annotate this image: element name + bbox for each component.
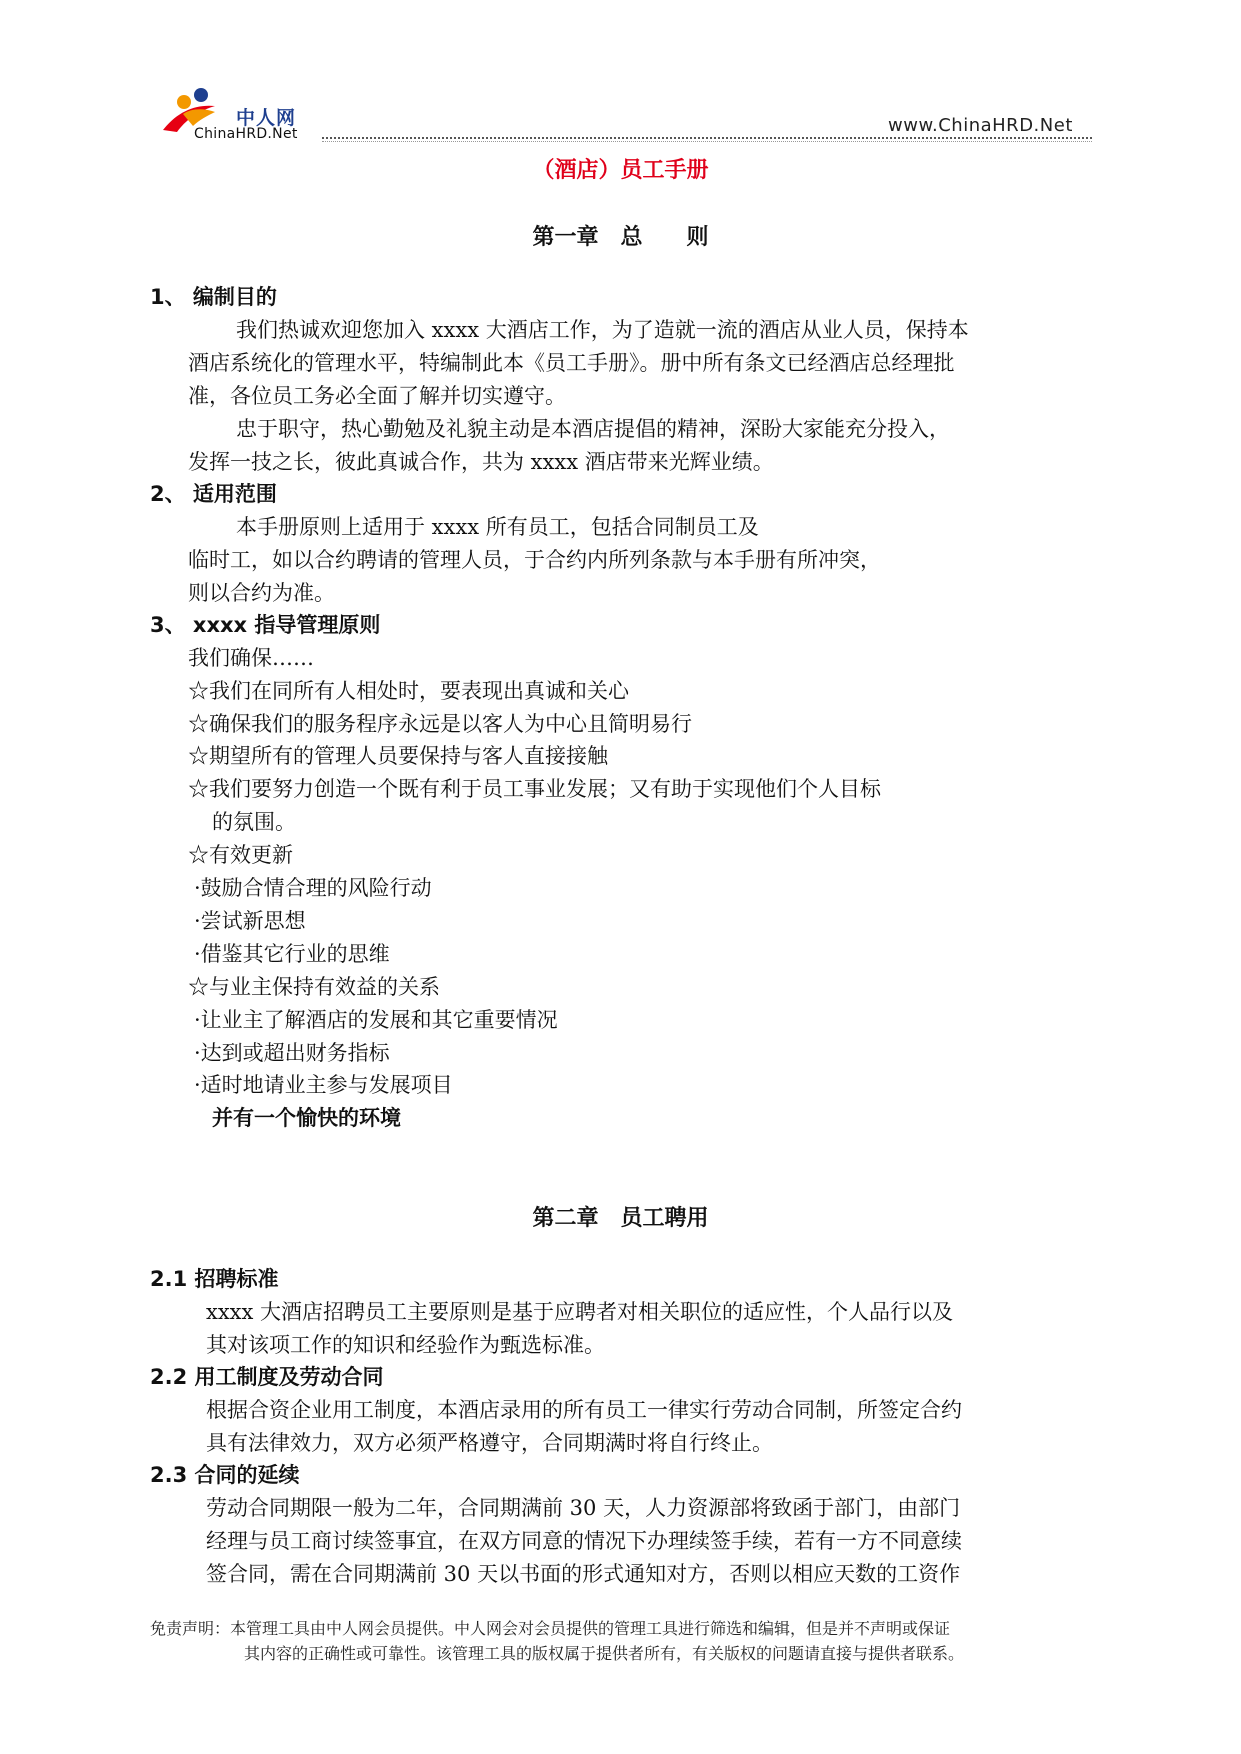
list-item: ☆有效更新 xyxy=(188,843,293,867)
chapter-1-heading: 第一章 总 则 xyxy=(532,225,709,250)
header-divider xyxy=(322,137,1092,139)
list-item: ☆确保我们的服务程序永远是以客人为中心且简明易行 xyxy=(188,712,692,736)
section-2-2-heading: 2.2 用工制度及劳动合同 xyxy=(150,1365,384,1389)
list-item: ☆期望所有的管理人员要保持与客人直接接触 xyxy=(188,744,608,768)
logo-text-cn: 中人网 xyxy=(236,107,297,129)
paragraph-line: 本手册原则上适用于 xxxx 所有员工，包括合同制员工及 xyxy=(236,515,759,539)
list-item: ·鼓励合情合理的风险行动 xyxy=(194,876,432,900)
paragraph-line: 根据合资企业用工制度，本酒店录用的所有员工一律实行劳动合同制，所签定合约 xyxy=(206,1398,962,1422)
disclaimer-line-2: 其内容的正确性或可靠性。该管理工具的版权属于提供者所有，有关版权的问题请直接与提供者联系。 xyxy=(244,1644,965,1663)
header-divider-secondary xyxy=(322,141,1092,142)
section-1-heading: 1、 编制目的 xyxy=(150,285,277,309)
paragraph-line: 具有法律效力，双方必须严格遵守，合同期满时将自行终止。 xyxy=(206,1431,773,1455)
chapter-2-heading: 第二章 员工聘用 xyxy=(532,1206,709,1231)
paragraph-line: 劳动合同期限一般为二年，合同期满前 30 天，人力资源部将致函于部门，由部门 xyxy=(206,1496,961,1520)
section-2-heading: 2、 适用范围 xyxy=(150,482,277,506)
closing-line: 并有一个愉快的环境 xyxy=(212,1106,401,1130)
document-title: （酒店）员工手册 xyxy=(532,158,709,183)
paragraph-line: 则以合约为准。 xyxy=(188,581,335,605)
list-item: ☆与业主保持有效益的关系 xyxy=(188,975,440,999)
list-item: ·适时地请业主参与发展项目 xyxy=(194,1073,453,1097)
list-item: 我们确保…… xyxy=(188,646,314,670)
list-item: ·达到或超出财务指标 xyxy=(194,1041,390,1065)
list-item: ☆我们要努力创造一个既有利于员工事业发展；又有助于实现他们个人目标 xyxy=(188,777,881,801)
paragraph-line: 发挥一技之长，彼此真诚合作，共为 xxxx 酒店带来光辉业绩。 xyxy=(188,450,774,474)
paragraph-line: 准，各位员工务必全面了解并切实遵守。 xyxy=(188,384,566,408)
list-item: ·让业主了解酒店的发展和其它重要情况 xyxy=(194,1008,558,1032)
logo-text-en: ChinaHRD.Net xyxy=(194,126,298,142)
list-item: 的氛围。 xyxy=(212,810,296,834)
site-url: www.ChinaHRD.Net xyxy=(888,115,1073,136)
paragraph-line: 其对该项工作的知识和经验作为甄选标准。 xyxy=(206,1333,605,1357)
paragraph-line: 酒店系统化的管理水平，特编制此本《员工手册》。册中所有条文已经酒店总经理批 xyxy=(188,351,955,375)
disclaimer-line-1: 免责声明：本管理工具由中人网会员提供。中人网会对会员提供的管理工具进行筛选和编辑，但是并不声明或保证 xyxy=(150,1619,951,1638)
list-item: ·尝试新思想 xyxy=(194,909,306,933)
section-3-heading: 3、 xxxx 指导管理原则 xyxy=(150,613,381,637)
paragraph-line: 我们热诚欢迎您加入 xxxx 大酒店工作，为了造就一流的酒店从业人员，保持本 xyxy=(236,318,969,342)
section-2-3-heading: 2.3 合同的延续 xyxy=(150,1463,300,1487)
paragraph-line: 经理与员工商讨续签事宜，在双方同意的情况下办理续签手续，若有一方不同意续 xyxy=(206,1529,962,1553)
list-item: ☆我们在同所有人相处时，要表现出真诚和关心 xyxy=(188,679,629,703)
paragraph-line: 忠于职守，热心勤勉及礼貌主动是本酒店提倡的精神，深盼大家能充分投入， xyxy=(236,417,950,441)
list-item: ·借鉴其它行业的思维 xyxy=(194,942,390,966)
paragraph-line: xxxx 大酒店招聘员工主要原则是基于应聘者对相关职位的适应性，个人品行以及 xyxy=(206,1300,954,1324)
paragraph-line: 临时工，如以合约聘请的管理人员，于合约内所列条款与本手册有所冲突， xyxy=(188,548,881,572)
page-header xyxy=(0,0,1241,150)
paragraph-line: 签合同，需在合同期满前 30 天以书面的形式通知对方，否则以相应天数的工资作 xyxy=(206,1562,961,1586)
section-2-1-heading: 2.1 招聘标准 xyxy=(150,1267,279,1291)
